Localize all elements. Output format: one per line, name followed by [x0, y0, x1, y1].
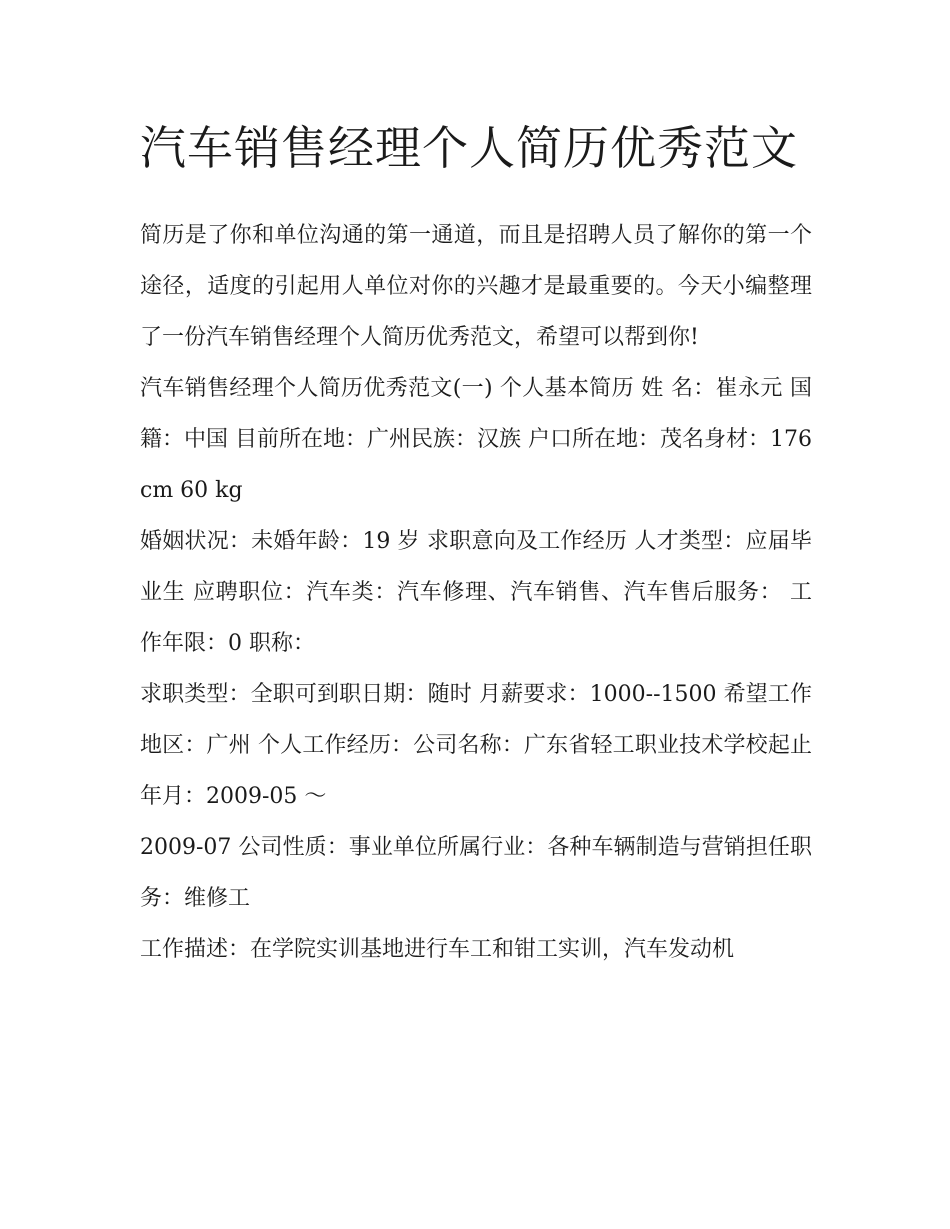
job-intention-paragraph: 婚姻状况：未婚年龄：19 岁 求职意向及工作经历 人才类型：应届毕业生 应聘职位：汽车类：汽车修理、汽车销售、汽车售后服务： 工作年限：0 职称：	[140, 529, 812, 656]
intro-paragraph: 简历是了你和单位沟通的第一通道，而且是招聘人员了解你的第一个途径，适度的引起用人单位对你的兴趣才是最重要的。今天小编整理了一份汽车销售经理个人简历优秀范文，希望可以帮到你!	[140, 223, 812, 350]
job-type-paragraph: 求职类型：全职可到职日期：随时 月薪要求：1000--1500 希望工作地区：广州 个人工作经历：公司名称：广东省轻工职业技术学校起止年月：2009-05 ～	[140, 682, 812, 809]
document-page	[140, 110, 812, 975]
document-title: 汽车销售经理个人简历优秀范文	[140, 121, 798, 175]
work-description-paragraph: 工作描述：在学院实训基地进行车工和钳工实训，汽车发动机	[140, 937, 735, 962]
basic-info-paragraph: 汽车销售经理个人简历优秀范文(一) 个人基本简历 姓 名：崔永元 国籍：中国 目前所在地：广州民族：汉族 户口所在地：茂名身材：176 cm 60 kg	[140, 376, 812, 503]
company-info-paragraph: 2009-07 公司性质：事业单位所属行业：各种车辆制造与营销担任职务：维修工	[140, 835, 812, 911]
